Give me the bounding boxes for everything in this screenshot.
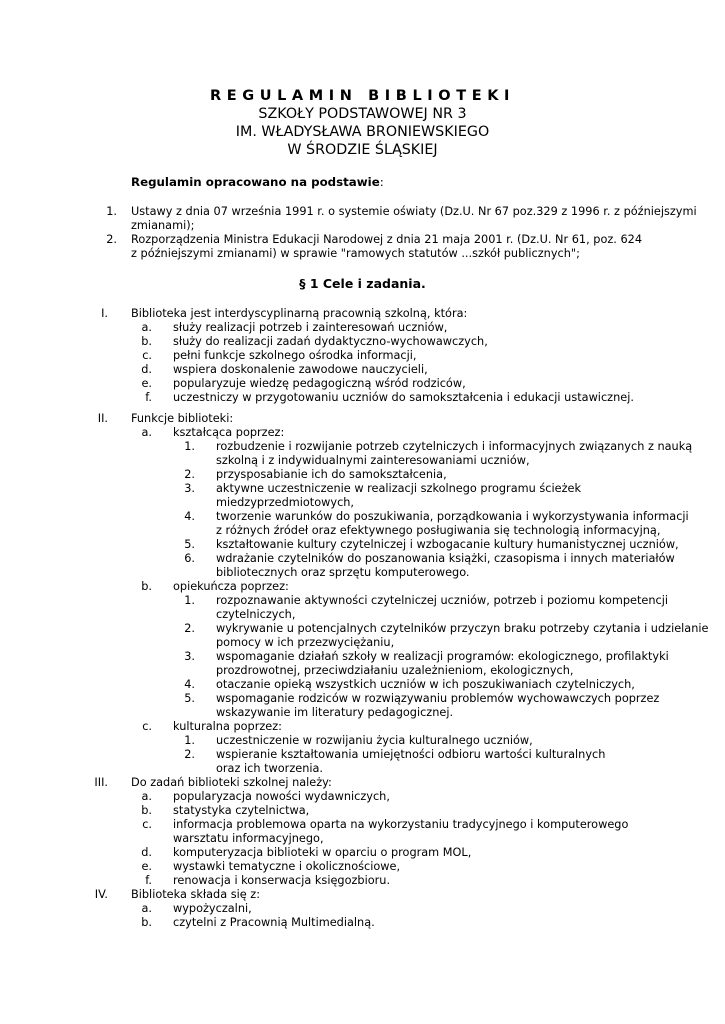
basis-item-text: Ustawy z dnia 07 września 1991 r. o systemie oświaty (Dz.U. Nr 67 poz.329 z 1996 r. z późniejszymi <box>131 205 697 218</box>
letter-label: e. <box>141 377 152 390</box>
letter-label: b. <box>141 804 152 817</box>
letter-label: c. <box>142 349 152 362</box>
letter-label: a. <box>141 321 152 334</box>
subpoint-text: kształcąca poprzez: <box>173 426 285 439</box>
list-item: rozbudzenie i rozwijanie potrzeb czytelniczych i informacyjnych związanych z nauką <box>216 440 693 453</box>
number-label: 1. <box>184 594 195 607</box>
document-subtitle-city: W ŚRODZIE ŚLĄSKIEJ <box>287 142 438 158</box>
basis-item-number: 2. <box>106 233 117 246</box>
letter-label: a. <box>141 790 152 803</box>
letter-label: f. <box>145 391 152 404</box>
list-item: pomocy w ich przezwyciężaniu, <box>216 636 395 649</box>
list-item: tworzenie warunków do poszukiwania, porządkowania i wykorzystywania informacji <box>216 510 689 523</box>
list-item: wypożyczalni, <box>173 902 252 915</box>
letter-label: a. <box>141 902 152 915</box>
list-item: wykrywanie u potencjalnych czytelników przyczyn braku potrzeby czytania i udzielanie <box>216 622 709 635</box>
letter-label: b. <box>141 580 152 593</box>
number-label: 6. <box>184 552 195 565</box>
list-item: wskazywanie im literatury pedagogicznej. <box>216 706 454 719</box>
list-item: otaczanie opieką wszystkich uczniów w ich poszukiwaniach czytelniczych, <box>216 678 635 691</box>
list-item: statystyka czytelnictwa, <box>173 804 310 817</box>
number-label: 5. <box>184 692 195 705</box>
list-item: prozdrowotnej, przeciwdziałaniu uzależnieniom, ekologicznych, <box>216 664 574 677</box>
list-item: popularyzacja nowości wydawniczych, <box>173 790 390 803</box>
basis-item-text: zmianami); <box>131 219 195 232</box>
letter-label: d. <box>141 846 152 859</box>
list-item: przysposabianie ich do samokształcenia, <box>216 468 447 481</box>
basis-intro <box>131 175 384 189</box>
list-item: aktywne uczestniczenie w realizacji szkolnego programu ścieżek <box>216 482 581 495</box>
list-item: pełni funkcje szkolnego ośrodka informacji, <box>173 349 417 362</box>
document-subtitle-patron: IM. WŁADYSŁAWA BRONIEWSKIEGO <box>235 124 490 140</box>
letter-label: e. <box>141 860 152 873</box>
basis-intro-colon: : <box>379 175 384 189</box>
list-item: służy realizacji potrzeb i zainteresowań uczniów, <box>173 321 448 334</box>
list-item: wdrażanie czytelników do poszanowania książki, czasopisma i innych materiałów <box>216 552 675 565</box>
list-item: wspomaganie rodziców w rozwiązywaniu problemów wychowawczych poprzez <box>216 692 660 705</box>
number-label: 2. <box>184 748 195 761</box>
basis-item-number: 1. <box>106 205 117 218</box>
list-item: komputeryzacja biblioteki w oparciu o program MOL, <box>173 846 472 859</box>
letter-label: b. <box>141 335 152 348</box>
list-item: warsztatu informacyjnego, <box>173 832 324 845</box>
list-item: kształtowanie kultury czytelniczej i wzbogacanie kultury humanistycznej uczniów, <box>216 538 679 551</box>
list-item: uczestniczy w przygotowaniu uczniów do samokształcenia i edukacji ustawicznej. <box>173 391 634 404</box>
number-label: 5. <box>184 538 195 551</box>
subpoint-text: opiekuńcza poprzez: <box>173 580 289 593</box>
list-item: z różnych źródeł oraz efektywnego posługiwania się technologią informacyjną, <box>216 524 661 537</box>
letter-label: f. <box>145 874 152 887</box>
number-label: 4. <box>184 678 195 691</box>
list-item: wspomaganie działań szkoły w realizacji programów: ekologicznego, profilaktyki <box>216 650 669 663</box>
point-text: Funkcje biblioteki: <box>131 412 234 425</box>
number-label: 3. <box>184 482 195 495</box>
letter-label: d. <box>141 363 152 376</box>
document-title: REGULAMIN BIBLIOTEKI <box>209 88 516 104</box>
roman-numeral: II. <box>97 412 108 425</box>
list-item: rozpoznawanie aktywności czytelniczej uczniów, potrzeb i poziomu kompetencji <box>216 594 668 607</box>
section-title: § 1 Cele i zadania. <box>299 276 426 291</box>
number-label: 1. <box>184 440 195 453</box>
letter-label: a. <box>141 426 152 439</box>
list-item: popularyzuje wiedzę pedagogiczną wśród rodziców, <box>173 377 466 390</box>
list-item: uczestniczenie w rozwijaniu życia kulturalnego uczniów, <box>216 734 533 747</box>
list-item: czytelniczych, <box>216 608 296 621</box>
roman-numeral: III. <box>94 776 108 789</box>
list-item: bibliotecznych oraz sprzętu komputerowego. <box>216 566 470 579</box>
number-label: 1. <box>184 734 195 747</box>
letter-label: c. <box>142 720 152 733</box>
roman-numeral: I. <box>101 307 108 320</box>
basis-item-text: Rozporządzenia Ministra Edukacji Narodowej z dnia 21 maja 2001 r. (Dz.U. Nr 61, poz. 624 <box>131 233 643 246</box>
list-item: oraz ich tworzenia. <box>216 762 324 775</box>
list-item: wspieranie kształtowania umiejętności odbioru wartości kulturalnych <box>216 748 606 761</box>
basis-item-text: z późniejszymi zmianami) w sprawie "ramowych statutów ...szkół publicznych"; <box>131 247 580 260</box>
list-item: wystawki tematyczne i okolicznościowe, <box>173 860 401 873</box>
list-item: wspiera doskonalenie zawodowe nauczycieli, <box>173 363 428 376</box>
list-item: czytelni z Pracownią Multimedialną. <box>173 916 375 929</box>
roman-numeral: IV. <box>94 888 108 901</box>
basis-intro-bold: Regulamin opracowano na podstawie <box>131 175 380 189</box>
number-label: 4. <box>184 510 195 523</box>
point-text: Biblioteka jest interdyscyplinarną pracownią szkolną, która: <box>131 307 468 320</box>
list-item: informacja problemowa oparta na wykorzystaniu tradycyjnego i komputerowego <box>173 818 629 831</box>
number-label: 2. <box>184 468 195 481</box>
letter-label: b. <box>141 916 152 929</box>
point-text: Do zadań biblioteki szkolnej należy: <box>131 776 332 789</box>
list-item: służy do realizacji zadań dydaktyczno-wychowawczych, <box>173 335 488 348</box>
number-label: 3. <box>184 650 195 663</box>
list-item: miedzyprzedmiotowych, <box>216 496 355 509</box>
letter-label: c. <box>142 818 152 831</box>
document-subtitle-school: SZKOŁY PODSTAWOWEJ NR 3 <box>258 106 467 122</box>
list-item: szkolną i z indywidualnymi zainteresowaniami uczniów, <box>216 454 530 467</box>
number-label: 2. <box>184 622 195 635</box>
point-text: Biblioteka składa się z: <box>131 888 261 901</box>
subpoint-text: kulturalna poprzez: <box>173 720 282 733</box>
list-item: renowacja i konserwacja księgozbioru. <box>173 874 391 887</box>
